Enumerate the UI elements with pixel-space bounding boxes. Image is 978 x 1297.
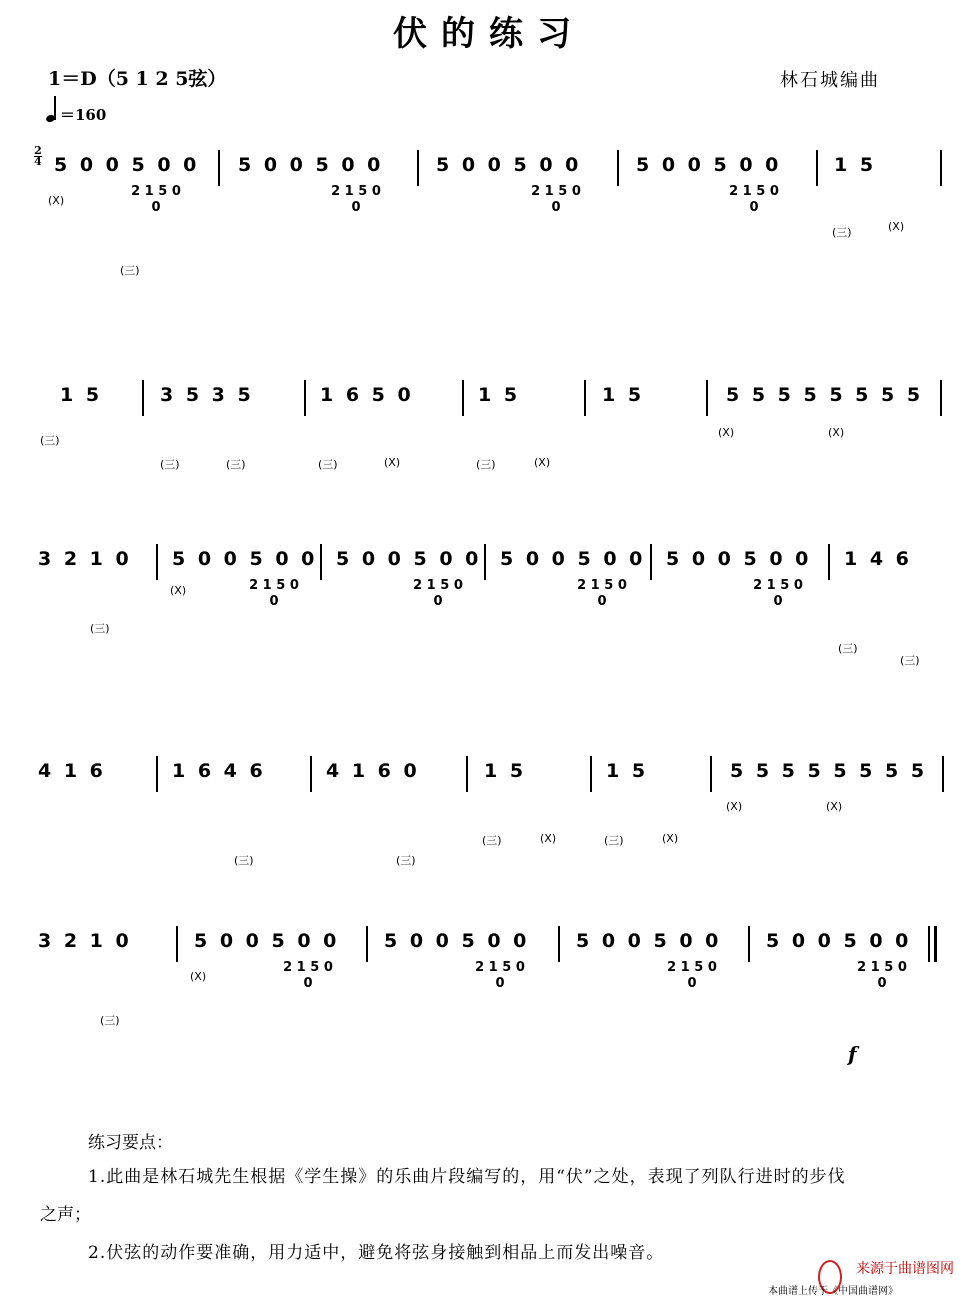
measure-4-5: 1 5 — [606, 760, 649, 782]
chord-x: (X) — [384, 456, 401, 469]
watermark-site: 来源于曲谱图网 — [856, 1261, 954, 1277]
measure-1-5: 1 5 — [834, 154, 877, 176]
chord-x: (X) — [662, 832, 679, 845]
chord-three: (三) — [318, 458, 338, 471]
barline — [928, 926, 930, 962]
measure-1-1: 5 0 0 5 0 0 — [54, 154, 200, 176]
barline — [590, 756, 592, 792]
barline — [748, 926, 750, 962]
measure-2-1: 1 5 — [60, 384, 103, 406]
barline — [650, 544, 652, 580]
barline — [142, 380, 144, 416]
measure-3-4: 5 0 0 5 0 0 — [500, 548, 646, 570]
barline — [828, 544, 830, 580]
chord-three: (三) — [90, 622, 110, 635]
chord-x: (X) — [170, 584, 187, 597]
chord-x: (X) — [718, 426, 735, 439]
chord-stack: 2 1 5 0 0 — [475, 960, 525, 991]
chord-three: (三) — [120, 264, 140, 277]
time-signature — [34, 146, 42, 167]
time-signature-bottom: 4 — [34, 155, 42, 168]
measure-3-3: 5 0 0 5 0 0 — [336, 548, 482, 570]
chord-x: (X) — [534, 456, 551, 469]
chord-x: (X) — [826, 800, 843, 813]
chord-stack: 2 1 5 0 0 — [857, 960, 907, 991]
barline — [310, 756, 312, 792]
measure-4-3: 4 1 6 0 — [326, 760, 420, 782]
chord-stack: 2 1 5 0 0 — [283, 960, 333, 991]
chord-stack: 2 1 5 0 0 — [531, 184, 581, 215]
measure-3-1: 3 2 1 0 — [38, 548, 132, 570]
measure-5-4: 5 0 0 5 0 0 — [576, 930, 722, 952]
measure-5-3: 5 0 0 5 0 0 — [384, 930, 530, 952]
barline — [484, 544, 486, 580]
barline — [706, 380, 708, 416]
barline — [816, 150, 818, 186]
chord-three: (三) — [100, 1014, 120, 1027]
chord-three: (三) — [396, 854, 416, 867]
measure-1-4: 5 0 0 5 0 0 — [636, 154, 782, 176]
chord-three: (三) — [476, 458, 496, 471]
barline — [304, 380, 306, 416]
barline — [466, 756, 468, 792]
measure-5-5: 5 0 0 5 0 0 — [766, 930, 912, 952]
measure-5-2: 5 0 0 5 0 0 — [194, 930, 340, 952]
chord-three: (三) — [832, 226, 852, 239]
measure-5-1: 3 2 1 0 — [38, 930, 132, 952]
measure-1-2: 5 0 0 5 0 0 — [238, 154, 384, 176]
measure-4-2: 1 6 4 6 — [172, 760, 266, 782]
chord-three: (三) — [604, 834, 624, 847]
measure-2-6: 5 5 5 5 5 5 5 5 — [726, 384, 924, 406]
chord-stack: 2 1 5 0 0 — [131, 184, 181, 215]
measure-4-6: 5 5 5 5 5 5 5 5 — [730, 760, 928, 782]
chord-x: (X) — [828, 426, 845, 439]
chord-three: (三) — [226, 458, 246, 471]
barline — [558, 926, 560, 962]
key-signature: 1＝D（5 1 2 5弦） — [48, 68, 227, 90]
dynamic-forte: f — [848, 1042, 857, 1066]
chord-stack: 2 1 5 0 0 — [667, 960, 717, 991]
quarter-note-head-icon — [45, 114, 56, 124]
practice-notes-heading: 练习要点： — [88, 1133, 173, 1153]
barline — [462, 380, 464, 416]
barline — [710, 756, 712, 792]
chord-three: (三) — [900, 654, 920, 667]
measure-2-4: 1 5 — [478, 384, 521, 406]
chord-stack: 2 1 5 0 0 — [413, 578, 463, 609]
chord-stack: 2 1 5 0 0 — [331, 184, 381, 215]
chord-stack: 2 1 5 0 0 — [249, 578, 299, 609]
measure-3-6: 1 4 6 — [844, 548, 912, 570]
chord-three: (三) — [40, 434, 60, 447]
measure-3-5: 5 0 0 5 0 0 — [666, 548, 812, 570]
chord-x: (X) — [888, 220, 905, 233]
chord-x: (X) — [540, 832, 557, 845]
barline — [218, 150, 220, 186]
barline — [176, 926, 178, 962]
chord-three: (三) — [838, 642, 858, 655]
chord-stack: 2 1 5 0 0 — [753, 578, 803, 609]
barline — [940, 380, 942, 416]
measure-2-3: 1 6 5 0 — [320, 384, 414, 406]
barline — [942, 756, 944, 792]
chord-x: (X) — [48, 194, 65, 207]
practice-note-1-cont: 之声； — [40, 1205, 91, 1225]
measure-4-4: 1 5 — [484, 760, 527, 782]
chord-three: (三) — [234, 854, 254, 867]
barline — [366, 926, 368, 962]
chord-stack: 2 1 5 0 0 — [729, 184, 779, 215]
chord-x: (X) — [726, 800, 743, 813]
chord-x: (X) — [190, 970, 207, 983]
barline — [617, 150, 619, 186]
composer: 林石城编曲 — [780, 70, 880, 91]
measure-2-2: 3 5 3 5 — [160, 384, 254, 406]
measure-4-1: 4 1 6 — [38, 760, 106, 782]
measure-2-5: 1 5 — [602, 384, 645, 406]
barline — [156, 544, 158, 580]
barline — [417, 150, 419, 186]
page-title: 伏的练习 — [393, 14, 585, 54]
barline — [156, 756, 158, 792]
chord-three: (三) — [482, 834, 502, 847]
barline — [940, 150, 942, 186]
measure-3-2: 5 0 0 5 0 0 — [172, 548, 318, 570]
chord-three: (三) — [160, 458, 180, 471]
barline — [584, 380, 586, 416]
practice-note-2: 2.伏弦的动作要准确，用力适中，避免将弦身接触到相品上而发出噪音。 — [88, 1243, 665, 1263]
measure-1-3: 5 0 0 5 0 0 — [436, 154, 582, 176]
practice-note-1: 1.此曲是林石城先生根据《学生操》的乐曲片段编写的，用“伏”之处，表现了列队行进时的步伐 — [88, 1167, 846, 1187]
chord-stack: 2 1 5 0 0 — [577, 578, 627, 609]
watermark-credit: 本曲谱上传于《中国曲谱网》 — [768, 1286, 898, 1297]
tempo-value: ＝160 — [60, 106, 107, 124]
watermark — [768, 1258, 958, 1297]
time-signature-top: 2 — [34, 144, 42, 157]
final-barline — [934, 926, 937, 962]
barline — [320, 544, 322, 580]
